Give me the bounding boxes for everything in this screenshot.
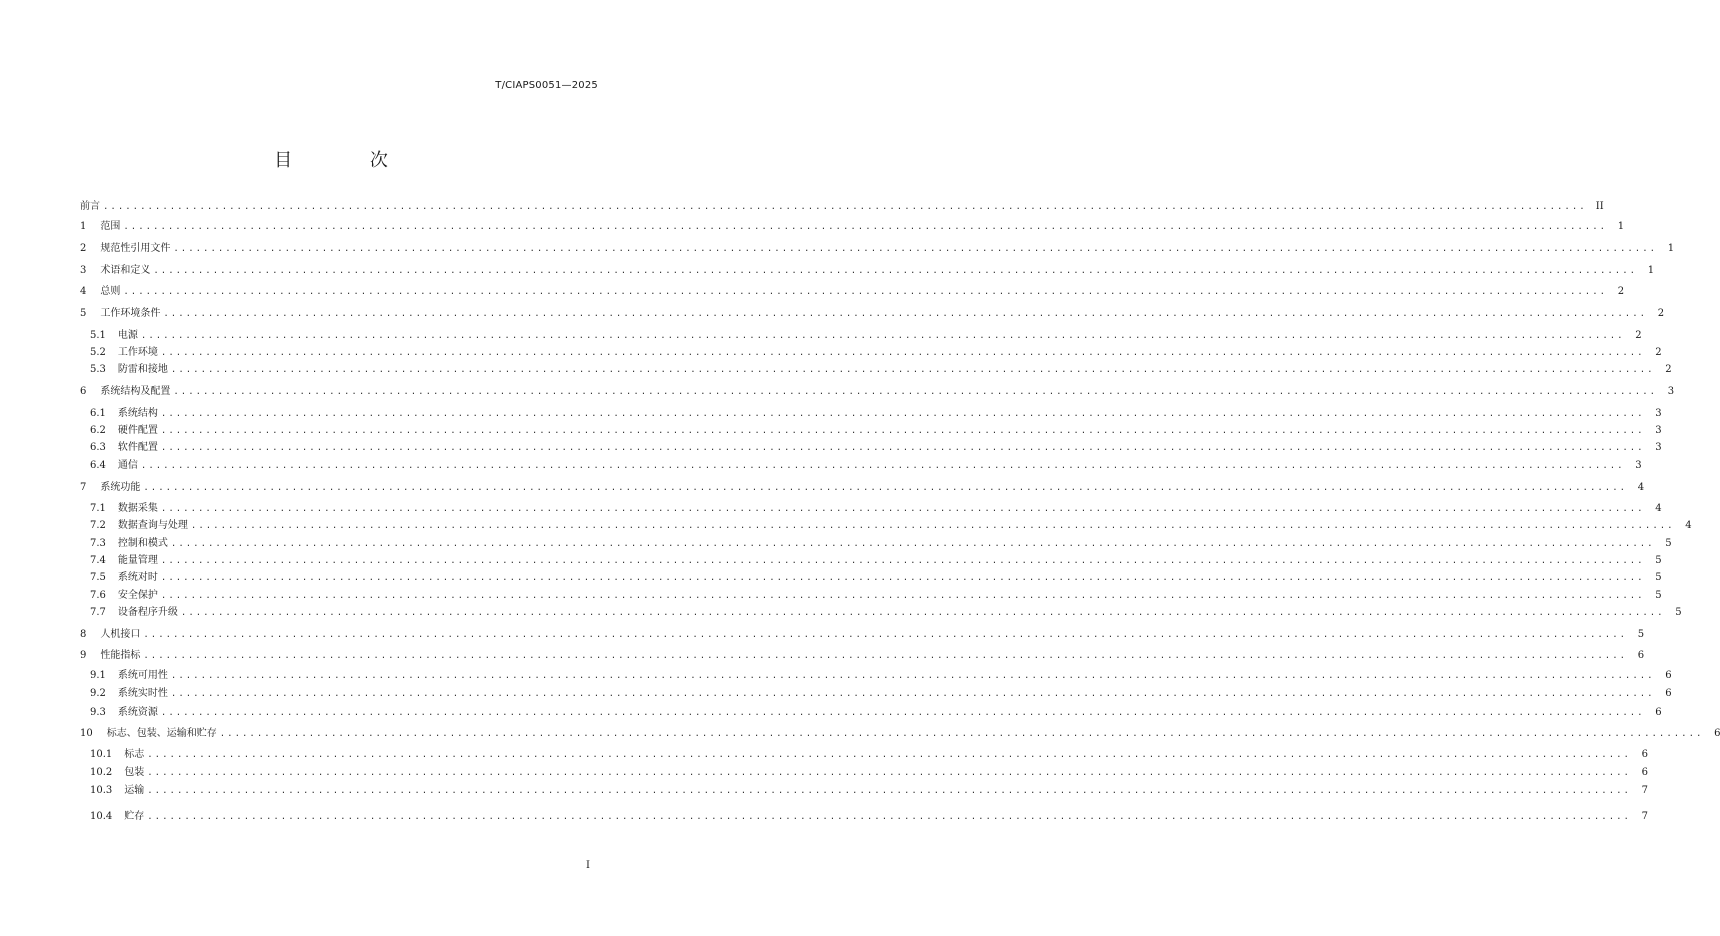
page-number: I [586,860,590,871]
toc-entry-page: II [1595,201,1604,212]
toc-subentry[interactable] [90,782,1648,800]
toc-entry-label: 性能指标 [100,650,141,661]
toc-subentry[interactable] [90,587,1662,605]
toc-entry-label: 前言 [80,201,100,212]
toc-entry-number: 6.4 [90,460,106,471]
toc-entry-page: 3 [1655,408,1662,419]
toc-entry-label: 数据查询与处理 [117,520,188,531]
toc-entry-page: 3 [1655,425,1662,436]
toc-entry-page: 5 [1655,555,1662,566]
dot-leader: ........................................................................................................................................................................................................ [173,387,1658,397]
toc-entry-number: 6 [80,386,87,397]
toc-entry-label: 能量管理 [117,555,158,566]
toc-entry-label: 软件配置 [117,442,158,453]
dot-leader: ........................................................................................................................................................................................................ [170,365,1655,375]
toc-entry-label: 包装 [124,767,145,778]
toc-entry-number: 7.3 [90,538,106,549]
toc-subentry[interactable] [90,667,1672,685]
toc-subentry[interactable] [90,361,1672,379]
toc-entry-page: 6 [1714,728,1720,739]
toc-entry-label: 总则 [100,286,121,297]
toc-entry-label: 范围 [100,221,121,232]
toc-subentry[interactable] [90,405,1662,423]
dot-leader: ........................................................................................................................................................................................................ [160,556,1645,566]
dot-leader: ........................................................................................................................................................................................................ [170,689,1655,699]
toc-entry-label: 规范性引用文件 [100,243,171,254]
toc-entry[interactable] [80,198,1604,216]
toc-entry-label: 运输 [124,785,145,796]
dot-leader: ........................................................................................................................................................................................................ [160,348,1645,358]
page-title: 目 次 [274,150,424,171]
toc-entry-label: 防雷和接地 [117,364,168,375]
dot-leader: ........................................................................................................................................................................................................ [103,202,1587,212]
toc-subentry[interactable] [90,704,1662,722]
toc-entry-label: 标志 [124,749,145,760]
toc-entry-label: 通信 [117,460,138,471]
toc-entry[interactable] [80,305,1665,323]
toc-entry-number: 7 [80,482,87,493]
dot-leader: ........................................................................................................................................................................................................ [123,222,1608,232]
dot-leader: ........................................................................................................................................................................................................ [140,331,1625,341]
dot-leader: ........................................................................................................................................................................................................ [160,573,1645,583]
toc-entry-label: 系统结构及配置 [100,386,171,397]
toc-entry-page: 2 [1635,330,1642,341]
toc-entry-number: 7.6 [90,590,106,601]
toc-entry-label: 人机接口 [100,629,141,640]
toc-entry-number: 7.2 [90,520,106,531]
dot-leader: ........................................................................................................................................................................................................ [173,244,1658,254]
dot-leader: ........................................................................................................................................................................................................ [160,591,1645,601]
toc-entry-page: 1 [1667,243,1675,254]
toc-entry-number: 7.4 [90,555,106,566]
toc-entry-page: 4 [1637,482,1645,493]
toc-entry-number: 9.3 [90,707,106,718]
toc-entry-page: 5 [1655,572,1662,583]
toc-subentry[interactable] [90,604,1682,622]
toc-entry-label: 设备程序升级 [117,607,178,618]
dot-leader: ........................................................................................................................................................................................................ [140,461,1625,471]
dot-leader: ........................................................................................................................................................................................................ [147,750,1631,760]
toc-entry-label: 术语和定义 [100,265,151,276]
toc-entry-number: 10 [80,728,93,739]
dot-leader: ........................................................................................................................................................................................................ [153,266,1638,276]
toc-entry-number: 3 [80,265,87,276]
toc-entry-label: 系统可用性 [117,670,168,681]
toc-entry-page: 5 [1675,607,1682,618]
toc-entry-number: 7.5 [90,572,106,583]
toc-entry-page: 1 [1647,265,1655,276]
toc-entry-page: 2 [1617,286,1625,297]
toc-entry-number: 9.2 [90,688,106,699]
toc-entry-number: 5.3 [90,364,106,375]
toc-entry-number: 2 [80,243,87,254]
toc-entry-label: 电源 [117,330,138,341]
toc-entry-page: 4 [1685,520,1692,531]
dot-leader: ........................................................................................................................................................................................................ [143,651,1628,661]
toc-entry[interactable] [80,725,1720,743]
dot-leader: ........................................................................................................................................................................................................ [160,443,1645,453]
toc-entry[interactable] [80,240,1675,258]
toc-subentry[interactable] [90,685,1672,703]
dot-leader: ........................................................................................................................................................................................................ [147,812,1631,822]
toc-entry-page: 5 [1637,629,1645,640]
toc-entry-number: 5.2 [90,347,106,358]
toc-entry[interactable] [80,218,1625,236]
document-code: T/CIAPS0051—2025 [495,80,598,91]
toc-entry-page: 5 [1655,590,1662,601]
dot-leader: ........................................................................................................................................................................................................ [143,630,1628,640]
toc-subentry[interactable] [90,422,1662,440]
dot-leader: ........................................................................................................................................................................................................ [160,409,1645,419]
dot-leader: ........................................................................................................................................................................................................ [170,539,1655,549]
toc-entry-page: 2 [1665,364,1672,375]
toc-subentry[interactable] [90,344,1662,362]
toc-entry-label: 系统资源 [117,707,158,718]
toc-entry-page: 5 [1665,538,1672,549]
toc-entry-page: 7 [1641,811,1648,822]
toc-entry-label: 安全保护 [117,590,158,601]
toc-entry-number: 9.1 [90,670,106,681]
toc-entry-page: 4 [1655,503,1662,514]
toc-entry-label: 贮存 [124,811,145,822]
toc-entry-label: 数据采集 [117,503,158,514]
dot-leader: ........................................................................................................................................................................................................ [160,426,1645,436]
toc-entry[interactable] [80,479,1645,497]
dot-leader: ........................................................................................................................................................................................................ [163,309,1648,319]
dot-leader: ........................................................................................................................................................................................................ [147,786,1631,796]
toc-entry-number: 10.1 [90,749,113,760]
toc-entry-number: 1 [80,221,87,232]
toc-entry-label: 系统结构 [117,408,158,419]
toc-entry-page: 3 [1655,442,1662,453]
toc-subentry[interactable] [90,764,1648,782]
toc-entry-page: 2 [1655,347,1662,358]
toc-entry-number: 8 [80,629,87,640]
toc-entry-number: 10.3 [90,785,113,796]
toc-entry-number: 7.1 [90,503,106,514]
dot-leader: ........................................................................................................................................................................................................ [123,287,1608,297]
toc-entry-number: 6.2 [90,425,106,436]
dot-leader: ........................................................................................................................................................................................................ [219,729,1704,739]
toc-entry-page: 7 [1641,785,1648,796]
toc-entry[interactable] [80,626,1645,644]
toc-entry-label: 控制和模式 [117,538,168,549]
dot-leader: ........................................................................................................................................................................................................ [143,483,1628,493]
toc-entry-label: 系统对时 [117,572,158,583]
toc-entry-number: 10.2 [90,767,113,778]
toc-entry-number: 10.4 [90,811,113,822]
toc-subentry[interactable] [90,569,1662,587]
toc-subentry[interactable] [90,517,1692,535]
toc-entry-number: 4 [80,286,87,297]
toc-entry-number: 7.7 [90,607,106,618]
toc-entry-page: 3 [1635,460,1642,471]
toc-entry-label: 系统实时性 [117,688,168,699]
toc-subentry[interactable] [90,808,1648,826]
toc-entry-page: 6 [1655,707,1662,718]
dot-leader: ........................................................................................................................................................................................................ [160,708,1645,718]
toc-subentry[interactable] [90,552,1662,570]
dot-leader: ........................................................................................................................................................................................................ [190,521,1675,531]
toc-subentry[interactable] [90,500,1662,518]
toc-entry-page: 6 [1641,749,1648,760]
toc-entry-label: 系统功能 [100,482,141,493]
toc-entry-page: 6 [1665,670,1672,681]
toc-entry-label: 硬件配置 [117,425,158,436]
toc-subentry[interactable] [90,439,1662,457]
toc-entry-page: 1 [1617,221,1625,232]
toc-entry-number: 5 [80,308,87,319]
toc-entry-label: 标志、包装、运输和贮存 [106,728,217,739]
dot-leader: ........................................................................................................................................................................................................ [147,768,1631,778]
dot-leader: ........................................................................................................................................................................................................ [180,608,1665,618]
toc-subentry[interactable] [90,535,1672,553]
toc-entry-number: 6.3 [90,442,106,453]
toc-entry-page: 6 [1641,767,1648,778]
toc-entry-number: 9 [80,650,87,661]
toc-entry-page: 6 [1665,688,1672,699]
toc-entry-page: 6 [1637,650,1645,661]
toc-entry[interactable] [80,262,1655,280]
toc-entry-page: 3 [1667,386,1675,397]
toc-entry-number: 6.1 [90,408,106,419]
toc-entry-label: 工作环境 [117,347,158,358]
toc-entry[interactable] [80,383,1675,401]
toc-subentry[interactable] [90,327,1642,345]
toc-entry-page: 2 [1657,308,1665,319]
toc-subentry[interactable] [90,746,1648,764]
dot-leader: ........................................................................................................................................................................................................ [160,504,1645,514]
toc-entry-number: 5.1 [90,330,106,341]
toc-subentry[interactable] [90,457,1642,475]
toc-entry-label: 工作环境条件 [100,308,161,319]
toc-entry[interactable] [80,647,1645,665]
toc-entry[interactable] [80,283,1625,301]
dot-leader: ........................................................................................................................................................................................................ [170,671,1655,681]
